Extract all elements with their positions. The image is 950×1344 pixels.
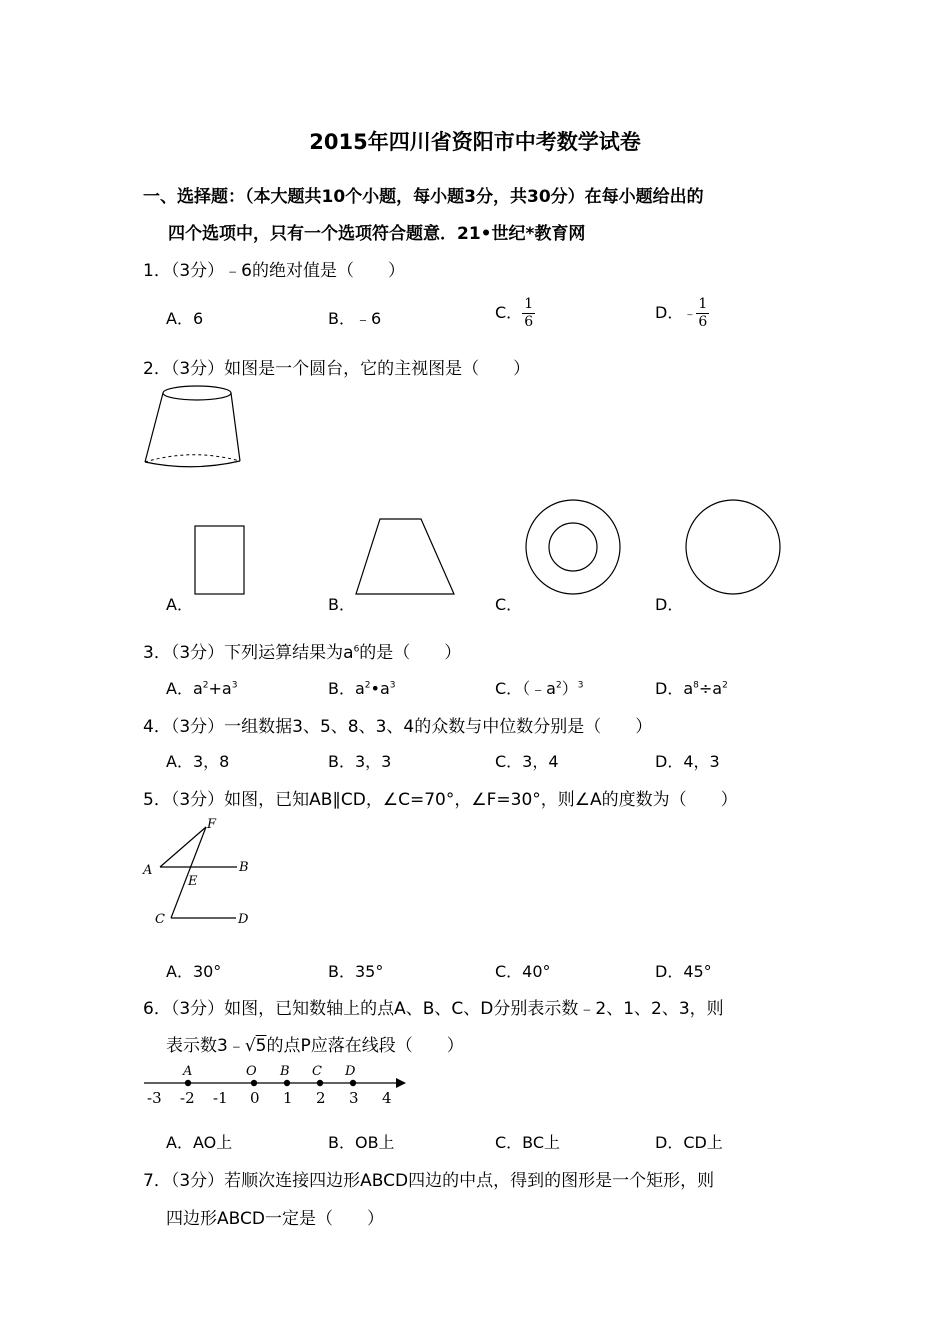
label-d: D xyxy=(238,912,249,927)
q1-option-d-fraction xyxy=(696,296,709,331)
q3-d-sup2: 2 xyxy=(722,680,728,691)
q6-option-a: A．AO上 xyxy=(166,1133,233,1152)
q1-option-c-label: C． xyxy=(495,303,523,322)
q3-stem-pre: 3．（3分）下列运算结果为a xyxy=(143,643,354,663)
page-title: 2015年四川省资阳市中考数学试卷 xyxy=(309,130,641,154)
point-label-d: D xyxy=(345,1064,356,1079)
q3-b-base: B．a xyxy=(328,679,365,698)
q3-a-mid: +a xyxy=(208,679,232,698)
q3-b-mid: •a xyxy=(370,679,390,698)
tick-label-neg1: -1 xyxy=(213,1089,228,1107)
q1-option-d-label: D． xyxy=(655,303,684,322)
label-c: C xyxy=(155,912,165,927)
q5-stem: 5．（3分）如图，已知AB∥CD，∠C=70°，∠F=30°，则∠A的度数为（ ） xyxy=(143,790,738,810)
line-fc xyxy=(171,827,206,918)
label-e: E xyxy=(188,874,198,889)
q3-d-mid: ÷a xyxy=(698,679,723,698)
q2-frustum-figure xyxy=(140,382,250,472)
q6-number-line xyxy=(140,1062,415,1110)
point-label-b: B xyxy=(280,1064,290,1079)
q1-stem: 1．（3分）﹣6的绝对值是（ ） xyxy=(143,261,405,281)
q3-option-c xyxy=(495,676,583,699)
q6-stem-line2 xyxy=(166,1031,464,1056)
q3-d-sup1: 8 xyxy=(693,680,699,691)
q4-option-d: D．4，3 xyxy=(655,752,720,771)
section-header-line1: 一、选择题：（本大题共10个小题，每小题3分，共30分）在每小题给出的 xyxy=(143,187,704,207)
line-af xyxy=(160,827,206,867)
section-header-line2: 四个选项中，只有一个选项符合题意．21•世纪*教育网 xyxy=(168,224,586,244)
q3-a-sup2: 3 xyxy=(231,680,238,691)
label-f: F xyxy=(207,817,217,832)
q2-option-c: C． xyxy=(495,595,523,614)
q6-stem2-post: 的点P应落在线段（ ） xyxy=(266,1036,464,1056)
q3-option-b xyxy=(328,676,396,699)
point-c xyxy=(317,1080,323,1086)
q3-b-sup2: 3 xyxy=(389,680,396,691)
q6-radicand: 5 xyxy=(255,1036,267,1056)
sqrt-icon: √ xyxy=(244,1036,256,1056)
q2-option-c-concentric-circles xyxy=(522,497,624,599)
q1-c-denominator: 6 xyxy=(524,314,534,330)
q1-option-d xyxy=(655,296,709,331)
q3-d-base: D．a xyxy=(655,679,694,698)
tick-label-1: 1 xyxy=(283,1089,293,1107)
q3-c-post: ） xyxy=(561,679,578,698)
q2-stem: 2．（3分）如图是一个圆台，它的主视图是（ ） xyxy=(143,359,531,379)
q1-option-c-fraction xyxy=(522,296,535,331)
point-label-c: C xyxy=(312,1064,322,1079)
q3-stem-post: 的是（ ） xyxy=(359,643,462,663)
q2-option-b: B． xyxy=(328,595,355,614)
q6-stem-line1: 6．（3分）如图，已知数轴上的点A、B、C、D分别表示数﹣2、1、2、3，则 xyxy=(143,999,724,1019)
tick-label-3: 3 xyxy=(349,1089,359,1107)
q4-option-b: B．3，3 xyxy=(328,752,392,771)
q1-c-numerator: 1 xyxy=(524,296,534,312)
tick-label-0: 0 xyxy=(250,1089,260,1107)
q3-stem xyxy=(143,638,461,663)
q1-d-numerator: 1 xyxy=(698,296,708,312)
q7-stem-line1: 7．（3分）若顺次连接四边形ABCD四边的中点，得到的图形是一个矩形，则 xyxy=(143,1171,715,1191)
q1-option-c xyxy=(495,296,535,331)
tick-label-4: 4 xyxy=(382,1089,392,1107)
q5-parallel-lines-figure xyxy=(140,813,260,928)
q2-option-d-circle xyxy=(683,497,785,599)
q4-option-c: C．3，4 xyxy=(495,752,559,771)
q5-option-c: C．40° xyxy=(495,962,551,981)
q5-option-d: D．45° xyxy=(655,962,712,981)
q7-stem-line2: 四边形ABCD一定是（ ） xyxy=(166,1209,384,1229)
label-b: B xyxy=(239,860,249,875)
tick-label-neg2: -2 xyxy=(180,1089,195,1107)
q2-option-d: D． xyxy=(655,595,684,614)
q4-stem: 4．（3分）一组数据3、5、8、3、4的众数与中位数分别是（ ） xyxy=(143,717,653,737)
q1-d-sign: ﹣ xyxy=(683,307,697,322)
tick-label-neg3: -3 xyxy=(147,1089,162,1107)
point-label-o: O xyxy=(246,1064,257,1079)
label-a: A xyxy=(143,863,153,878)
q3-c-sup1: 2 xyxy=(555,680,562,691)
q3-a-sup1: 2 xyxy=(202,680,209,691)
q3-option-a xyxy=(166,676,237,699)
q6-stem2-pre: 表示数3﹣ xyxy=(166,1036,245,1056)
q5-option-a: A．30° xyxy=(166,962,222,981)
point-label-a: A xyxy=(183,1064,193,1079)
q5-option-b: B．35° xyxy=(328,962,384,981)
q1-d-denominator: 6 xyxy=(698,314,708,330)
tick-label-2: 2 xyxy=(316,1089,326,1107)
q3-c-sup2: 3 xyxy=(577,680,584,691)
q6-option-b: B．OB上 xyxy=(328,1133,395,1152)
arrow-right-icon xyxy=(396,1078,406,1088)
q3-option-d xyxy=(655,676,728,699)
q2-option-b-trapezoid xyxy=(354,517,460,599)
q6-option-d: D．CD上 xyxy=(655,1133,723,1152)
point-o xyxy=(251,1080,257,1086)
q2-option-a: A． xyxy=(166,595,193,614)
q1-option-a: A．6 xyxy=(166,309,204,328)
q1-option-b: B．﹣6 xyxy=(328,309,382,328)
q3-c-pre: C．（﹣a xyxy=(495,679,556,698)
q4-option-a: A．3，8 xyxy=(166,752,230,771)
point-a xyxy=(185,1080,191,1086)
point-b xyxy=(284,1080,290,1086)
q3-b-sup1: 2 xyxy=(364,680,371,691)
q3-a-base: A．a xyxy=(166,679,203,698)
q6-option-c: C．BC上 xyxy=(495,1133,561,1152)
point-d xyxy=(350,1080,356,1086)
q2-option-a-rectangle xyxy=(193,525,247,597)
q3-stem-sup: 6 xyxy=(353,644,360,655)
